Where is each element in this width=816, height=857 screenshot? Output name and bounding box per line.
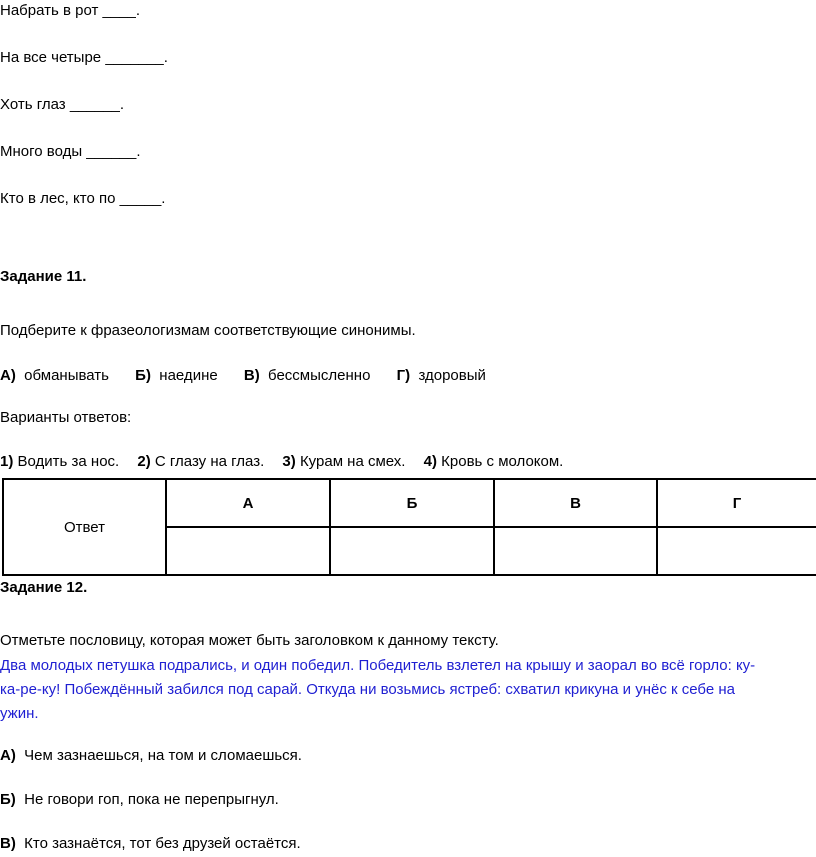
proverb-option-b[interactable] — [0, 791, 279, 809]
synonym-a: обманывать — [24, 367, 109, 384]
story-line-1: Два молодых петушка подрались, и один победил. Победитель взлетел на крышу и заорал во всё горло: ку- — [0, 657, 756, 674]
proverb-text-v: Кто зазнаётся, тот без друзей остаётся. — [24, 835, 301, 852]
task12-title: Задание 12. — [0, 579, 88, 596]
variant-num-4: 4) — [423, 453, 437, 470]
proverb-text-a: Чем зазнаешься, на том и сломаешься. — [24, 747, 302, 764]
synonym-letter-g: Г) — [396, 367, 411, 384]
proverb-letter-v: В) — [0, 835, 16, 852]
synonym-letter-a: А) — [0, 367, 16, 384]
answer-header-a: А — [166, 479, 330, 527]
task12-instruction: Отметьте пословицу, которая может быть заголовком к данному тексту. — [0, 632, 499, 649]
proverb-letter-a: А) — [0, 747, 16, 764]
story-line-3: ужин. — [0, 705, 39, 722]
synonym-letter-b: Б) — [135, 367, 151, 384]
variant-4: Кровь с молоком. — [441, 453, 564, 470]
variant-num-3: 3) — [282, 453, 296, 470]
proverb-option-v[interactable] — [0, 835, 301, 853]
proverb-letter-b: Б) — [0, 791, 16, 808]
proverb-text-b: Не говори гоп, пока не перепрыгнул. — [24, 791, 279, 808]
answer-table — [2, 478, 816, 576]
answer-header-b: Б — [330, 479, 494, 527]
synonym-letter-v: В) — [243, 367, 260, 384]
answer-header-g: Г — [657, 479, 816, 527]
answer-cell-v[interactable] — [494, 527, 657, 575]
variant-num-1: 1) — [0, 453, 14, 470]
task11-instruction: Подберите к фразеологизмам соответствующие синонимы. — [0, 322, 416, 339]
fill-line-2: На все четыре _______. — [0, 49, 168, 66]
fill-line-4: Много воды ______. — [0, 143, 141, 160]
answer-header-v: В — [494, 479, 657, 527]
fill-line-5: Кто в лес, кто по _____. — [0, 190, 166, 207]
variant-num-2: 2) — [137, 453, 151, 470]
proverb-option-a[interactable] — [0, 747, 302, 765]
variant-1: Водить за нос. — [17, 453, 120, 470]
task11-synonyms — [0, 367, 486, 385]
answer-cell-g[interactable] — [657, 527, 816, 575]
answer-row-label: Ответ — [3, 479, 166, 575]
variants-label: Варианты ответов: — [0, 409, 132, 426]
story-line-2: ка-ре-ку! Побеждённый забился под сарай. Откуда ни возьмись ястреб: схватил крикуна и унёс к себе на — [0, 681, 735, 698]
synonym-g: здоровый — [418, 367, 486, 384]
fill-line-3: Хоть глаз ______. — [0, 96, 125, 113]
variant-3: Курам на смех. — [299, 453, 406, 470]
task11-title: Задание 11. — [0, 268, 87, 285]
answer-cell-b[interactable] — [330, 527, 494, 575]
fill-line-1: Набрать в рот ____. — [0, 2, 141, 19]
synonym-v: бессмысленно — [268, 367, 371, 384]
answer-cell-a[interactable] — [166, 527, 330, 575]
task11-variants — [0, 453, 563, 471]
variant-2: С глазу на глаз. — [154, 453, 265, 470]
synonym-b: наедине — [159, 367, 218, 384]
